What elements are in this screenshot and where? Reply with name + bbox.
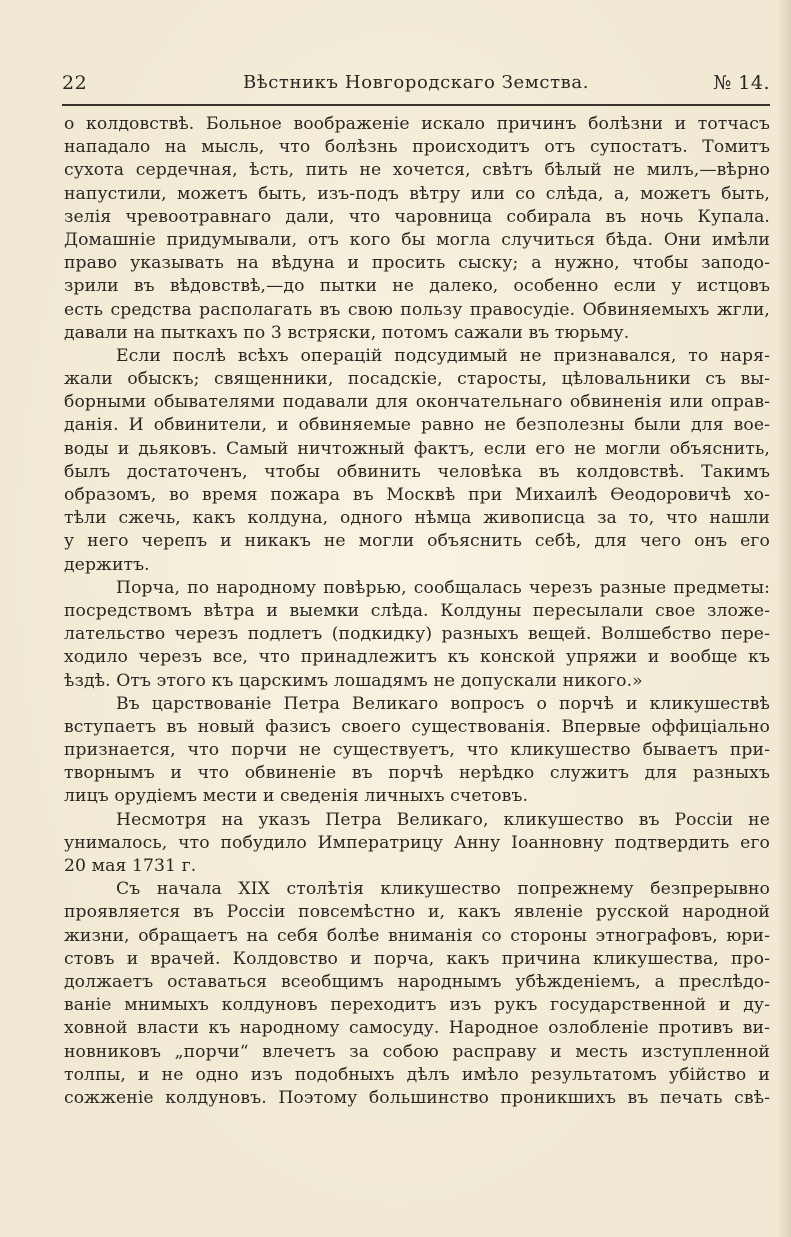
text-line: лательство черезъ подлетъ (подкидку) разныхъ вещей. Волшебство пере- [64,624,770,645]
text-line: жизни, обращаетъ на себя болѣе вниманія со стороны этнографовъ, юри- [64,925,770,946]
text-line: ваніе мнимыхъ колдуновъ переходитъ изъ рукъ государственной и ду- [64,995,770,1016]
text-line: тѣли сжечь, какъ колдуна, одного нѣмца живописца за то, что нашли [64,508,770,529]
text-line: зрили въ вѣдовствѣ,—до пытки не далеко, особенно если у истцовъ [64,276,770,297]
text-line: давали на пыткахъ по 3 встряски, потомъ сажали въ тюрьму. [64,322,630,343]
text-line: у него черепъ и никакъ не могли объяснить себѣ, для чего онъ его [64,531,770,552]
text-line: Въ царствованіе Петра Великаго вопросъ о порчѣ и кликушествѣ [116,693,770,714]
text-line: проявляется въ Россіи повсемѣстно и, какъ явленіе русской народной [64,902,770,923]
issue-number: № 14. [713,72,770,94]
page-edge-shadow [777,0,791,1237]
text-line: ѣздѣ. Отъ этого къ царскимъ лошадямъ не допускали никого.» [64,670,643,691]
text-line: есть средства располагать въ свою пользу правосудіе. Обвиняемыхъ жгли, [64,299,770,320]
text-line: должаетъ оставаться всеобщимъ народнымъ убѣжденіемъ, а преслѣдо- [64,971,770,992]
running-header [62,66,770,100]
text-line: Съ начала XIX столѣтія кликушество попрежнему безпрерывно [116,879,770,900]
text-line: Домашніе придумывали, отъ кого бы могла случиться бѣда. Они имѣли [64,229,770,250]
text-line: стовъ и врачей. Колдовство и порча, какъ причина кликушества, про- [64,948,770,969]
body-text [64,113,770,1110]
header-rule [62,104,770,106]
running-title: Вѣстникъ Новгородскаго Земства. [242,72,590,93]
text-line: Несмотря на указъ Петра Великаго, кликушество въ Россіи не [116,809,770,830]
text-line: держитъ. [64,554,150,575]
text-line: Порча, по народному повѣрью, сообщалась черезъ разные предметы: [116,577,770,598]
text-line: борными обывателями подавали для окончательнаго обвиненія или оправ- [64,392,770,413]
text-line: зелія чревоотравнаго дали, что чаровница собирала въ ночь Купала. [64,206,770,227]
text-line: сожженіе колдуновъ. Поэтому большинство проникшихъ въ печать свѣ- [64,1087,770,1108]
text-line: былъ достаточенъ, чтобы обвинить человѣка въ колдовствѣ. Такимъ [64,461,770,482]
text-line: право указывать на вѣдуна и просить сыску; а нужно, чтобы заподо- [64,253,770,274]
text-line: ховной власти къ народному самосуду. Народное озлобленіе противъ ви- [64,1018,770,1039]
text-line: сухота сердечная, ѣсть, пить не хочется, свѣтъ бѣлый не милъ,—вѣрно [64,160,770,181]
text-line: признается, что порчи не существуетъ, что кликушество бываетъ при- [64,740,770,761]
text-line: данія. И обвинители, и обвиняемые равно не безполезны были для вое- [64,415,770,436]
page-number: 22 [62,72,88,94]
text-line: толпы, и не одно изъ подобныхъ дѣлъ имѣло результатомъ убійство и [64,1064,770,1085]
text-line: Если послѣ всѣхъ операцій подсудимый не признавался, то наря- [116,345,770,366]
text-line: 20 мая 1731 г. [64,856,197,876]
text-line: образомъ, во время пожара въ Москвѣ при Михаилѣ Ѳеодоровичѣ хо- [64,485,770,505]
text-line: ходило черезъ все, что принадлежитъ къ конской упряжи и вообще къ [64,647,770,668]
text-line: напустили, можетъ быть, изъ-подъ вѣтру или со слѣда, а, можетъ быть, [64,183,770,204]
text-line: лицъ орудіемъ мести и сведенія личныхъ счетовъ. [64,786,529,807]
text-line: жали обыскъ; священники, посадскіе, старосты, цѣловальники съ вы- [64,369,770,390]
text-line: творнымъ и что обвиненіе въ порчѣ нерѣдко служитъ для разныхъ [64,763,770,784]
text-line: вступаетъ въ новый фазисъ своего существованія. Впервые оффиціально [64,716,770,737]
text-line: о колдовствѣ. Больное воображеніе искало причинъ болѣзни и тотчасъ [64,114,770,134]
text-line: унималось, что побудило Императрицу Анну Іоанновну подтвердить его [64,832,770,853]
text-line: нападало на мысль, что болѣзнь происходитъ отъ супостатъ. Томитъ [64,137,770,158]
text-line: посредствомъ вѣтра и выемки слѣда. Колдуны пересылали свое зложе- [64,600,770,621]
text-line: новниковъ „порчи“ влечетъ за собою расправу и месть изступленной [64,1041,770,1062]
text-line: воды и дьяковъ. Самый ничтожный фактъ, если его не могли объяснить, [64,438,770,459]
